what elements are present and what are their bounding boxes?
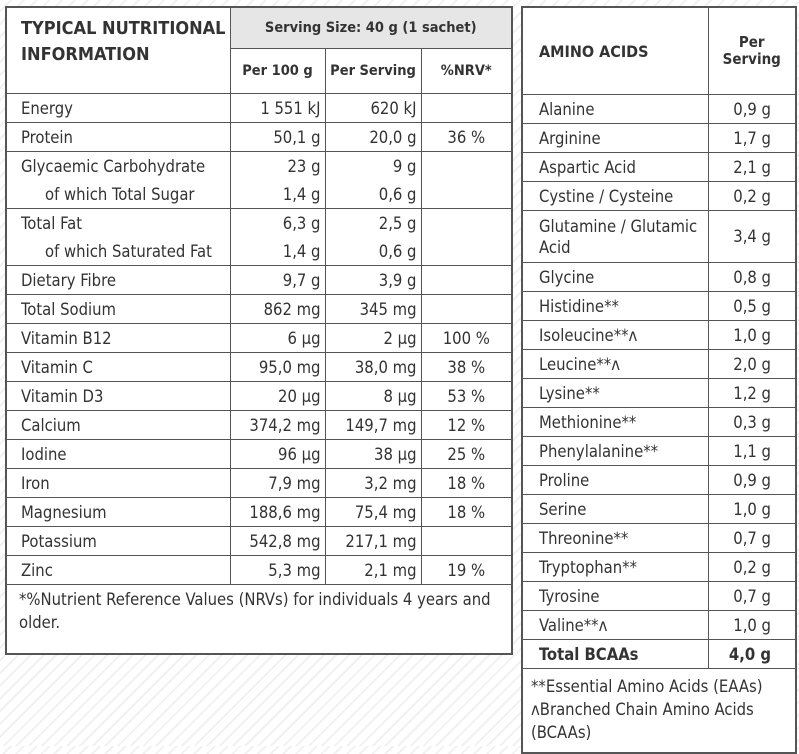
per-100g-value: 50,1 g [230,123,325,152]
nrv-value: 18 % [421,498,512,527]
table-row [6,440,512,469]
nutrient-name: Calcium [6,411,230,440]
per-100g-value: 188,6 mg [230,498,325,527]
per-100g-value: 6 µg [230,324,325,353]
nutrient-name: Energy [6,94,230,123]
per-100g-value: 374,2 mg [230,411,325,440]
table-row [522,466,796,495]
amino-name: Cystine / Cysteine [522,182,708,211]
table-row [6,411,512,440]
nrv-value: 19 % [421,556,512,585]
table-row [522,408,796,437]
table-row [522,321,796,350]
col-per-100g: Per 100 g [230,49,325,94]
table-row [6,556,512,585]
nrv-value [421,527,512,556]
amino-name: Threonine** [522,524,708,553]
col-per-serving: Per Serving [708,7,796,95]
col-per-serving: Per Serving [325,49,421,94]
per-serving-value: 0,6 g [325,237,421,266]
nrv-value [421,209,512,238]
per-serving-value: 620 kJ [325,94,421,123]
amino-value: 2,1 g [708,153,796,182]
nutrient-name: of which Saturated Fat [6,237,230,266]
table-row [6,382,512,411]
table-row [6,527,512,556]
table-row [6,498,512,527]
table-row [522,524,796,553]
amino-value: 0,2 g [708,182,796,211]
nutrient-name: Potassium [6,527,230,556]
total-bcaa-value: 4,0 g [708,640,796,669]
nutrient-name: Glycaemic Carbohydrate [6,152,230,181]
nutrient-name: Magnesium [6,498,230,527]
nutrient-name: Vitamin C [6,353,230,382]
nrv-value [421,152,512,181]
amino-name: Methionine** [522,408,708,437]
per-serving-value: 2,1 mg [325,556,421,585]
amino-value: 1,0 g [708,321,796,350]
table-row [6,152,512,181]
per-100g-value: 9,7 g [230,266,325,295]
amino-value: 0,9 g [708,466,796,495]
amino-title: AMINO ACIDS [522,7,708,95]
per-100g-value: 7,9 mg [230,469,325,498]
table-row [6,266,512,295]
amino-value: 0,2 g [708,553,796,582]
per-100g-value: 5,3 mg [230,556,325,585]
table-row [522,211,796,263]
nutrient-name: of which Total Sugar [6,180,230,209]
nrv-value [421,237,512,266]
table-row [522,95,796,124]
table-row [6,123,512,152]
nutrition-table [5,6,513,655]
nrv-value: 12 % [421,411,512,440]
per-100g-value: 1 551 kJ [230,94,325,123]
total-bcaa-label: Total BCAAs [522,640,708,669]
per-serving-value: 9 g [325,152,421,181]
amino-name: Valine**ᴧ [522,611,708,640]
amino-value: 2,0 g [708,350,796,379]
per-serving-value: 20,0 g [325,123,421,152]
nrv-value: 25 % [421,440,512,469]
nrv-value [421,180,512,209]
table-row [522,379,796,408]
table-row [6,295,512,324]
amino-value: 1,7 g [708,124,796,153]
col-nrv: %NRV* [421,49,512,94]
table-row [6,469,512,498]
amino-value: 3,4 g [708,211,796,263]
nutrient-name: Dietary Fibre [6,266,230,295]
nrv-value: 53 % [421,382,512,411]
amino-value: 0,5 g [708,292,796,321]
bcaa-footnote: ᴧBranched Chain Amino Acids (BCAAs) [531,700,754,742]
per-serving-value: 8 µg [325,382,421,411]
table-row [522,153,796,182]
amino-name: Phenylalanine** [522,437,708,466]
nutrient-name: Iodine [6,440,230,469]
amino-value: 0,9 g [708,95,796,124]
nrv-value: 38 % [421,353,512,382]
table-row [6,209,512,238]
amino-name: Proline [522,466,708,495]
amino-value: 0,7 g [708,524,796,553]
nrv-value: 36 % [421,123,512,152]
amino-value: 1,2 g [708,379,796,408]
total-bcaa-row [522,640,796,669]
per-100g-value: 95,0 mg [230,353,325,382]
nutrition-title: TYPICAL NUTRITIONAL INFORMATION [6,7,230,94]
table-row [522,182,796,211]
per-100g-value: 96 µg [230,440,325,469]
per-serving-value: 345 mg [325,295,421,324]
nrv-value [421,266,512,295]
table-row [6,324,512,353]
per-100g-value: 542,8 mg [230,527,325,556]
table-row [522,553,796,582]
amino-value: 1,1 g [708,437,796,466]
nrv-value: 100 % [421,324,512,353]
per-100g-value: 1,4 g [230,237,325,266]
amino-name: Arginine [522,124,708,153]
per-serving-value: 0,6 g [325,180,421,209]
table-row [522,611,796,640]
per-100g-value: 23 g [230,152,325,181]
per-serving-value: 38,0 mg [325,353,421,382]
nrv-value [421,94,512,123]
per-serving-value: 2 µg [325,324,421,353]
nrv-footnote: *%Nutrient Reference Values (NRVs) for individuals 4 years and older. [6,585,512,655]
per-100g-value: 1,4 g [230,180,325,209]
per-serving-value: 3,9 g [325,266,421,295]
per-100g-value: 20 µg [230,382,325,411]
nutrient-name: Total Fat [6,209,230,238]
amino-name: Lysine** [522,379,708,408]
nrv-value [421,295,512,324]
table-row [522,263,796,292]
per-serving-value: 75,4 mg [325,498,421,527]
per-serving-value: 217,1 mg [325,527,421,556]
amino-value: 1,0 g [708,495,796,524]
per-serving-value: 2,5 g [325,209,421,238]
amino-value: 0,8 g [708,263,796,292]
table-row [522,292,796,321]
table-row [6,353,512,382]
amino-name: Leucine**ᴧ [522,350,708,379]
amino-value: 1,0 g [708,611,796,640]
amino-footnotes [522,669,796,754]
table-row [522,582,796,611]
table-row [522,350,796,379]
amino-name: Tyrosine [522,582,708,611]
amino-name: Histidine** [522,292,708,321]
eaa-footnote: **Essential Amino Acids (EAAs) [531,677,763,696]
nutrient-name: Iron [6,469,230,498]
nutrient-name: Vitamin B12 [6,324,230,353]
amino-name: Isoleucine**ᴧ [522,321,708,350]
per-serving-value: 38 µg [325,440,421,469]
table-row [6,180,512,209]
amino-name: Glycine [522,263,708,292]
nutrient-name: Vitamin D3 [6,382,230,411]
per-100g-value: 862 mg [230,295,325,324]
amino-value: 0,3 g [708,408,796,437]
per-serving-value: 149,7 mg [325,411,421,440]
table-row [6,237,512,266]
amino-acids-table [521,6,797,754]
nrv-value: 18 % [421,469,512,498]
amino-value: 0,7 g [708,582,796,611]
amino-name: Aspartic Acid [522,153,708,182]
per-100g-value: 6,3 g [230,209,325,238]
serving-size: Serving Size: 40 g (1 sachet) [230,7,512,49]
nutrient-name: Protein [6,123,230,152]
amino-name: Glutamine / Glutamic Acid [522,211,708,263]
table-row [522,124,796,153]
nutrient-name: Zinc [6,556,230,585]
table-row [522,437,796,466]
table-row [522,495,796,524]
amino-name: Alanine [522,95,708,124]
per-serving-value: 3,2 mg [325,469,421,498]
amino-name: Tryptophan** [522,553,708,582]
nutrient-name: Total Sodium [6,295,230,324]
table-row [6,94,512,123]
amino-name: Serine [522,495,708,524]
